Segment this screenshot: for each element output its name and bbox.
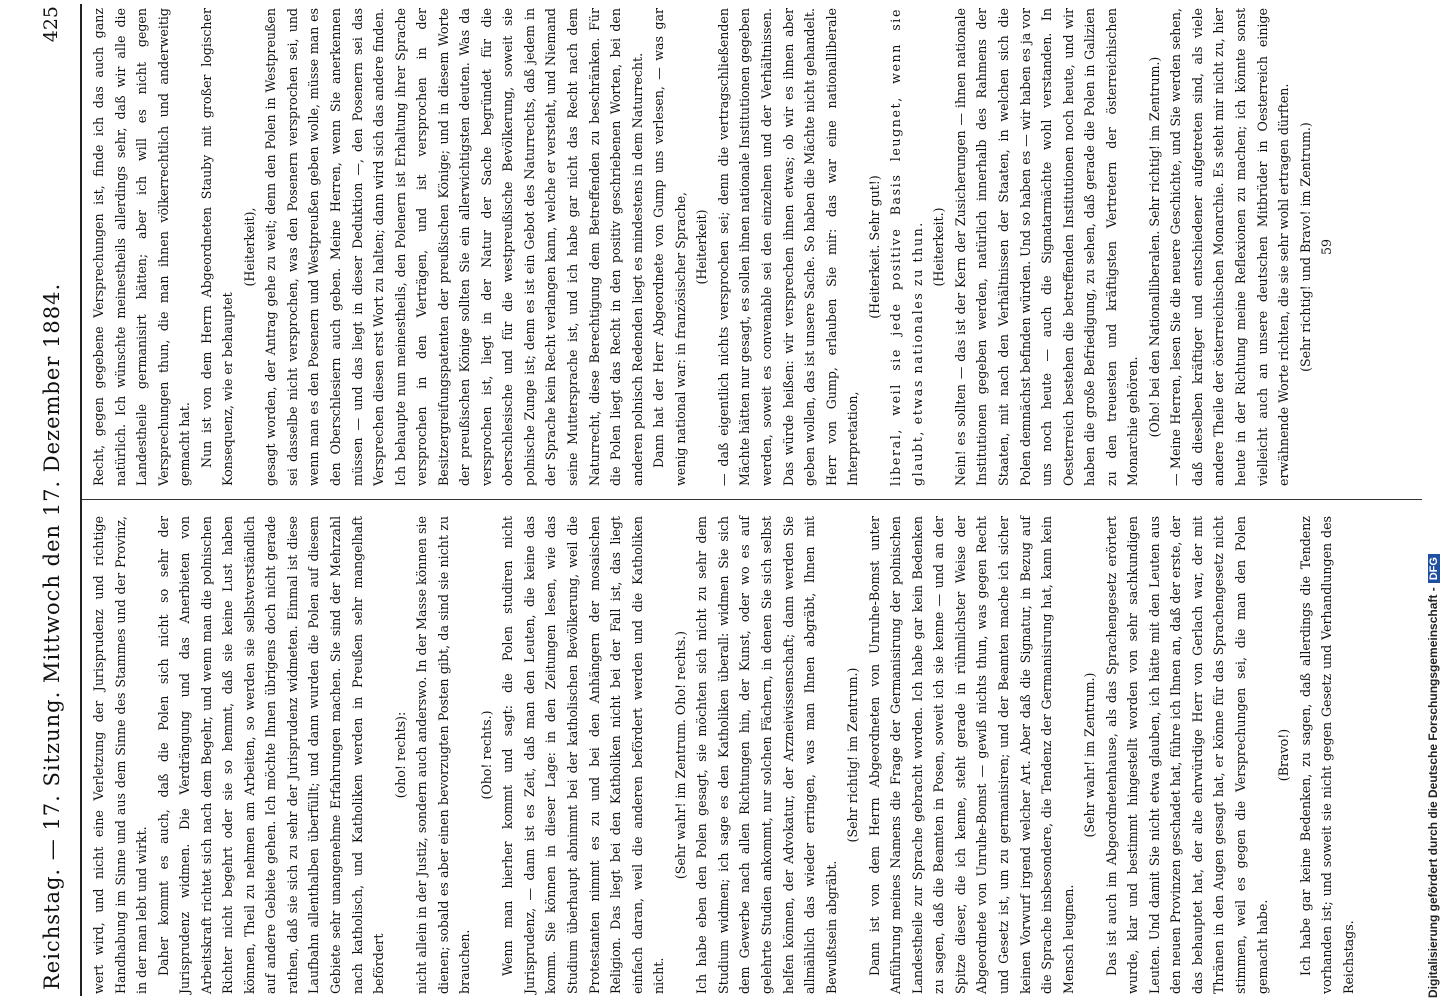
stage-direction: (Sehr wahr! im Zentrum. Oho! rechts.) — [672, 630, 688, 880]
paragraph: wert wird, und nicht eine Verletzung der Jurisprudenz und richtige Handhabung im Sinne und aus dem Sinne des Stammes und der Provinz, in der man lebt und wirkt. — [91, 516, 150, 994]
dfg-credit-bar — [1404, 0, 1440, 1000]
paragraph: Ich habe eben den Polen gesagt, sie möchten sich nicht zu sehr dem Studium widmen; ich sage es den Katholiken überall: widmen Sie sich dem Gewerbe nach allen Richtungen hin, der Kunst, oder wo es auf gelehrte Studien ankommt, nur solchen Fächern, in denen Sie sich selbst helfen können, der Advokatur, der Arzneiwissenschaft; dann werden Sie allmählich das wieder erringen, was man Ihnen abgräbt, Ihnen mit Bewußtsein abgräbt. — [694, 516, 839, 994]
rotated-page — [32, 0, 1424, 1000]
stage-direction: (Sehr richtig! im Zentrum.) — [845, 667, 861, 843]
paragraph: Ich habe gar keine Bedenken, zu sagen, daß allerdings die Tendenz vorhanden ist; und soweit sie nicht gegen Gesetz und Verhandlungen des Reichstags. — [1297, 516, 1356, 994]
running-head: Reichstag. — 17. Sitzung. Mittwoch den 17. Dezember 1884. — [40, 282, 64, 990]
page-header — [32, 0, 76, 1000]
paragraph: Nun ist von dem Herrn Abgeordneten Stauby mit großer logischer Konsequenz, wie er behauptet — [198, 8, 236, 486]
stage-direction: (oho! rechts): — [392, 711, 408, 799]
paragraph: liberal, weil sie jede positive Basis leugnet, wenn sie glaubt, etwas nationales zu thun. — [888, 8, 925, 486]
stage-direction: (Heiterkeit) — [694, 209, 710, 285]
paragraph: Recht, gegen gegebene Versprechungen ist, finde ich das auch ganz natürlich. Ich wünschte meinestheils allerdings sehr, daß wir alle die Landestheile germanisirt hätten; aber ich will es nicht gegen Versprechungen thun, die man ihnen völkerrechtlich und anderweitig gemacht hat. — [91, 8, 193, 486]
stage-direction: (Bravo!) — [1276, 728, 1292, 782]
paragraph: Daher kommt es auch, daß die Polen sich nicht so sehr der Jurisprudenz widmen. Die Verdrängung und das Anerbieten von Arbeitskraft richtet sich nach dem Begehr, und wenn man die polnischen Richter nicht begehrt oder sie so hemmt, daß sie keine Lust haben können, Theil zu nehmen am Arbeiten, so werden sie selbstverständlich auf andere Gebiete gehen. Ich möchte Ihnen übrigens doch nicht gerade rathen, daß sie sich zu sehr der Jurisprudenz widmeten. Einmal ist diese Laufbahn allenthalben überfüllt; und dann wurden die Polen auf diesem Gebiete sehr unangenehme Erfahrungen machen. Sie sind der Mehrzahl nach katholisch, und Katholiken werden in Preußen sehr mangelhaft befördert — [155, 516, 387, 994]
paragraph: Nein! es sollten — das ist der Kern der Zusicherungen — ihnen nationale Institutionen gegeben werden, natürlich innerhalb des Rahmens der Staaten, mit nach den Verhältnissen der Staaten, in welchen sich die Polen demnächst befinden würden. Und so haben es — wir haben es ja vor uns noch heute — auch die Signatarmächte wohl verstanden. In Oesterreich bestehen die betreffenden Institutionen noch heute, und wir haben die große Befriedigung, zu sehen, daß gerade die Polen in Galizien zu den treuesten und kräftigsten Vertretern der österreichischen Monarchie gehören. — [952, 8, 1141, 486]
paragraph: nicht allein in der Justiz, sondern auch anderswo. In der Masse können sie dienen; sobald es aber einen bevorzugten Posten gibt, da sind sie nicht zu brauchen. — [414, 516, 473, 994]
paragraph: Das ist auch im Abgeordnetenhause, als das Sprachengesetz erörtert wurde, klar und bestimmt hingestellt worden von sehr sachkundigen Leuten. Und damit Sie nicht etwa glauben, ich hätte mit den Leuten aus den neuen Provinzen geschadet hat, führe ich Ihnen an, daß der erste, der das behauptet hat, der alte ehrwürdige Herr von Gerlach war, der mit Thränen in den Augen gesagt hat, er könne für das Sprachengesetz nicht stimmen, weil es gegen die Versprechungen sei, die man den Polen gemacht habe. — [1103, 516, 1270, 994]
dfg-credit — [1426, 0, 1440, 998]
stage-direction: (Sehr wahr! im Zentrum.) — [1082, 672, 1098, 838]
stage-direction: 59 — [1319, 238, 1335, 256]
paragraph: gesagt worden, der Antrag gehe zu weit; denn den Polen in Westpreußen sei dasselbe nicht versprochen, was den Posenern versprochen sei, und wenn man es den Posenern und Westpreußen geben wolle, müsse man es den Oberschlesiern auch geben. Meine Herren, wenn Sie anerkennen müssen — und das liegt in dieser Deduktion —, den Posenern sei das Versprechen diesen erst Wort zu halten; dann wird sich das andere finden. Ich behaupte nun meinestheils, den Polenern ist Erhaltung ihrer Sprache versprochen in den Verträgen, und ist versprochen in der Besitzergreifungspatenten der preußischen Könige; und in diesem Worte der preußischen Könige sollten Sie ein allerwichtigsten deuten. Was da versprochen ist, liegt in der Natur der Sache begründet für die oberschlesische und für die westpreußische Bevölkerung, soweit sie polnische Zunge ist; denn es ist ein Gebot des Naturrechts, daß jedem in der Sprache kein Recht verlangen kann, welche er versteht, und Niemand seine Muttersprache ist, und ich habe gar nicht das Recht nach dem Naturrecht, diese Berechtigung dem Betreffenden zu beschränken. Für die Polen liegt das Recht in den positiv geschriebenen Worten, bei den anderen polnisch Redenden liegt es mindestens in dem Naturrecht. — [263, 8, 645, 486]
paragraph: Dann ist von dem Herrn Abgeordneten von Unruhe-Bomst unter Anführung meines Namens die Frage der Germanisirung der polnischen Landestheile zur Sprache gebracht worden. Ich habe gar kein Bedenken zu sagen, daß die Beamten in Posen, soweit ich sie kenne — und an der Spitze dieser, die ich kenne, steht gerade in rühmlichster Weise der Abgeordnete von Unruhe-Bomst — gewiß nichts thun, was gegen Recht und Gesetz ist, um zu germanisiren; und der Beamten mache ich sicher keinen Vorwurf irgend welcher Art. Aber daß die Signatur, in Bezug auf die Sprache insbesondere, die Tendenz der Germanisirung hat, kann kein Mensch leugnen. — [866, 516, 1076, 994]
paragraph: — Meine Herren, lesen Sie die neuere Geschichte, und Sie werden sehen, daß dieselben kräftiger und entschiedener aufgetreten sind, als viele andere Theile der österreichischen Monarchie. Es steht mir nicht zu, hier heute in der Richtung meine Reflexionen zu machen; ich könnte sonst vielleicht auch an unsere deutschen Mitbrüder in Oesterreich einige erwähnende Worte richten, die sie sehr wohl ertragen dürften. — [1168, 8, 1292, 486]
column-divider — [82, 499, 1422, 500]
dfg-logo-badge: DFG — [1428, 554, 1440, 583]
paragraph: Wenn man hierher kommt und sagt: die Polen studiren nicht Jurisprudenz, — dann ist es Zeit, daß man den Leuten, die keine das komm. Sie können in dieser Lage: in den Zeitungen lesen, wie das Studium überhaupt abnimmt bei der katholischen Bevölkerung, weil die Protestanten nimmt es zu und bei den Anhängern der mosaischen Religion. Das liegt bei den Katholiken nicht bei der Fall ist, das liegt einfach daran, weil die anderen befördert werden und die Katholiken nicht. — [500, 516, 667, 994]
paragraph: Dann hat der Herr Abgeordnete von Gump uns verlesen, — was gar wenig national war: in französischer Sprache, — [651, 8, 688, 486]
header-rule — [80, 4, 82, 996]
stage-direction: (Oho! bei den Nationalliberalen. Sehr richtig! im Zentrum.) — [1146, 56, 1162, 438]
stage-direction: (Oho! rechts.) — [478, 710, 494, 800]
stage-direction: (Sehr richtig! und Bravo! im Zentrum.) — [1297, 122, 1313, 372]
stage-direction: (Heiterkeit), — [241, 207, 257, 287]
stage-direction: (Heiterkeit. Sehr gut!) — [866, 175, 882, 319]
page-number: 425 — [40, 6, 62, 43]
right-column — [88, 8, 1418, 486]
dfg-credit-text: Digitalisierung gefördert durch die Deutsche Forschungsgemeinschaft - — [1426, 587, 1440, 998]
stage-direction: (Heiterkeit.) — [931, 207, 947, 287]
left-column — [88, 516, 1418, 994]
paragraph: — daß eigentlich nichts versprochen sei; denn die vertragschließenden Mächte hätten nur gesagt, es sollen ihnen nationale Institutionen gegeben werden, soweit es convenable sei den einzelnen und der Verhältnissen. Das würde heißen: wir versprechen ihnen etwas; ob wir es ihnen aber geben wollen, das ist unsere Sache. So haben die Mächte nicht gehandelt. Herr von Gump, erlauben Sie mir: das war eine nationalliberale Interpretation, — [715, 8, 861, 486]
